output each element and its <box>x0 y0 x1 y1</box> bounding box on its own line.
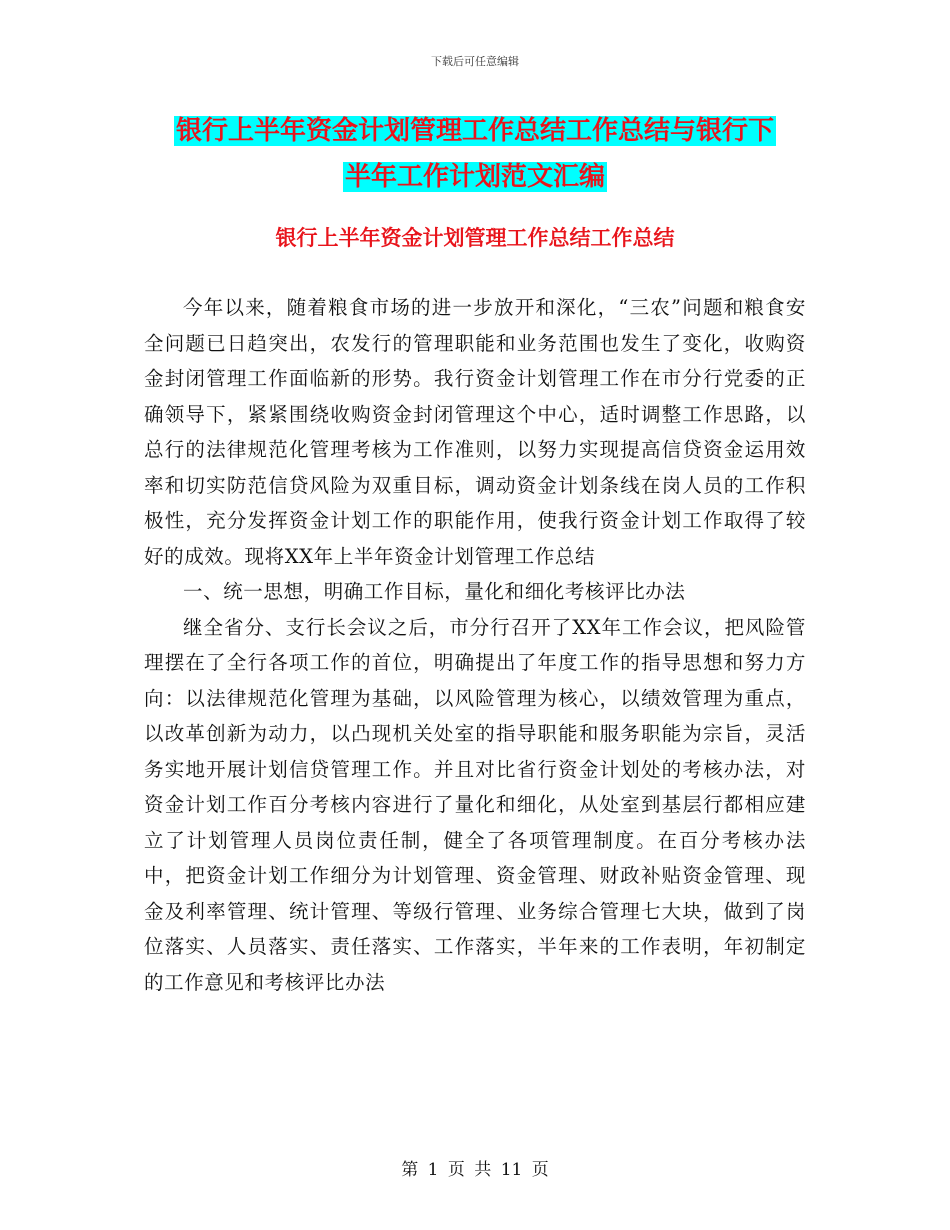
paragraph-heading-1: 一、统一思想，明确工作目标，量化和细化考核评比办法 <box>183 580 686 603</box>
section-title: 银行上半年资金计划管理工作总结工作总结 <box>275 226 675 250</box>
header-note: 下载后可任意编辑 <box>431 55 519 68</box>
paragraph-body-1: 继全省分、支行长会议之后，市分行召开了XX年工作会议，把风险管理摆在了全行各项工作的首位，明确提出了年度工作的指导思想和努力方向：以法律规范化管理为基础，以风险管理为核心，以绩效管理为重点，以改革创新为动力，以凸现机关处室的指导职能和服务职能为宗旨，灵活务实地开展计划信贷管理工作。并且对比省行资金计划处的考核办法，对资金计划工作百分考核内容进行了量化和细化，从处室到基层行都相应建立了计划管理人员岗位责任制，健全了各项管理制度。在百分考核办法中，把资金计划工作细分为计划管理、资金管理、财政补贴资金管理、现金及利率管理、统计管理、等级行管理、业务综合管理七大块，做到了岗位落实、人员落实、责任落实、工作落实，半年来的工作表明，年初制定的工作意见和考核评比办法 <box>144 615 806 994</box>
document-title-line-2: 半年工作计划范文汇编 <box>344 162 605 192</box>
page-footer: 第 1 页 共 11 页 <box>401 1160 549 1180</box>
document-title-line-1: 银行上半年资金计划管理工作总结工作总结与银行下 <box>175 116 774 146</box>
document-title <box>0 108 950 200</box>
body-text <box>144 290 806 1000</box>
paragraph-intro: 今年以来，随着粮食市场的进一步放开和深化，“三农”问题和粮食安全问题已日趋突出，农发行的管理职能和业务范围也发生了变化，收购资金封闭管理工作面临新的形势。我行资金计划管理工作在市分行党委的正确领导下，紧紧围绕收购资金封闭管理这个中心，适时调整工作思路，以总行的法律规范化管理考核为工作准则，以努力实现提高信贷资金运用效率和切实防范信贷风险为双重目标，调动资金计划条线在岗人员的工作积极性，充分发挥资金计划工作的职能作用，使我行资金计划工作取得了较好的成效。现将XX年上半年资金计划管理工作总结 <box>144 296 806 568</box>
